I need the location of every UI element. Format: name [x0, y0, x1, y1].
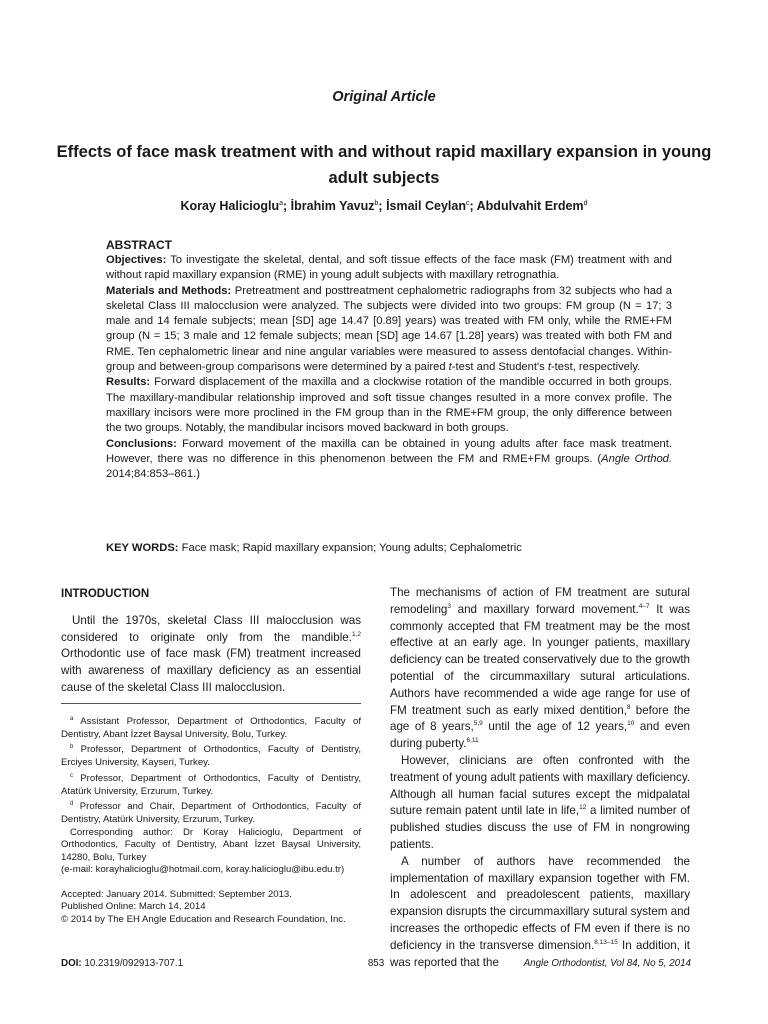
reference-mark: 3: [447, 602, 451, 610]
introduction-heading: INTRODUCTION: [61, 588, 150, 600]
methods-label: Materials and Methods:: [106, 284, 232, 297]
published-date: Published Online: March 14, 2014: [61, 901, 206, 913]
reference-mark: 8: [626, 703, 631, 711]
introduction-paragraph: [61, 613, 361, 697]
paragraph-text: before the age of 8 years,: [390, 703, 690, 734]
paragraph-text: and maxillary forward movement.: [450, 602, 639, 616]
article-type: Original Article: [332, 89, 436, 105]
reference-mark: 12: [579, 804, 587, 812]
body-paragraph: [390, 585, 690, 753]
methods-text: Pretreatment and posttreatment cephalometric radiographs from 32 subjects who had a skeletal Class III malocclusion were analyzed. The subjects were divided into two groups: FM group (N = 17; 3 male and 14 female subjects; mean [SD] age 14.47 [0.89] years) was treated with FM only, while the RME+FM group (N = 15; 3 male and 12 female subjects; mean [SD] age 14.67 [1.28] years) was treated with both FM and RME. Ten cephalometric linear and nine angular variables were measured to assess dentofacial changes. Within-group and between-group comparisons were determined by a paired: [106, 284, 672, 374]
publication-dates: [61, 889, 361, 926]
author-name: İbrahim Yavuz: [290, 199, 375, 213]
footnote-mark: c: [70, 772, 73, 779]
body-paragraph: [390, 854, 690, 972]
paragraph-text: a limited number of published studies discuss the use of FM in nongrowing patients.: [390, 804, 690, 851]
abstract-objectives: [106, 253, 672, 284]
footnotes: [61, 713, 361, 877]
author-list: Koray Halicioglu$^a$; İbrahim Yavuz$^b$; İsmail Ceylan$^c$; Abdulvahit Erdem$^d$: [180, 199, 588, 213]
footnote: [61, 770, 361, 798]
left-column: [61, 586, 361, 697]
citation-journal: Angle Orthod.: [601, 452, 672, 465]
conclusions-label: Conclusions:: [106, 437, 177, 450]
paragraph-text: until the age of 12 years,: [482, 720, 628, 734]
paragraph-text: and even during puberty.: [390, 720, 690, 751]
methods-t-italic: t: [448, 361, 452, 374]
corresponding-email: (e-mail: korayhalicioglu@hotmail.com, koray.halicioglu@ibu.edu.tr): [61, 864, 345, 876]
footnote-text: Assistant Professor, Department of Orthodontics, Faculty of Dentistry, Abant İzzet Baysal University, Bolu, Turkey.: [61, 716, 361, 740]
objectives-label: Objectives:: [106, 254, 167, 266]
author-name: Abdulvahit Erdem: [476, 199, 584, 213]
keywords: [106, 542, 672, 554]
citation-details: 2014;84:853–861.): [106, 468, 200, 481]
footnote: [61, 741, 361, 769]
footnote-text: Professor, Department of Orthodontics, Faculty of Dentistry, Atatürk University, Erzurum, Turkey.: [61, 772, 361, 797]
conclusions-text: Forward movement of the maxilla can be obtained in young adults after face mask treatment. However, there was no difference in this phenomenon between the FM and RME+FM groups. (: [106, 437, 672, 465]
article-title: Effects of face mask treatment with and without rapid maxillary expansion in young adult subjects: [56, 143, 712, 187]
reference-mark: 5,9: [473, 720, 483, 728]
footnote-divider: [61, 703, 361, 704]
methods-t-italic: t: [547, 361, 551, 374]
results-label: Results:: [106, 376, 151, 389]
footnote-text: Professor and Chair, Department of Orthodontics, Faculty of Dentistry, Atatürk University, Erzurum, Turkey.: [61, 801, 361, 825]
abstract-heading: ABSTRACT: [106, 238, 172, 252]
results-text: Forward displacement of the maxilla and a clockwise rotation of the mandible occurred in both groups. The maxillary-mandibular relationship improved and soft tissue changes resulted in a more convex profile. The maxillary incisors were more proclined in the FM group than in the RME+FM group, the only difference between the two groups. Notably, the mandibular incisors moved backward in both groups.: [106, 376, 672, 435]
journal-info: Angle Orthodontist, Vol 84, No 5, 2014: [523, 958, 691, 969]
abstract-methods: [106, 284, 672, 376]
author-affiliation-mark: c: [465, 199, 470, 207]
reference-mark: 8,13–15: [594, 938, 618, 946]
methods-text: -test and Student's: [451, 361, 548, 374]
paragraph-text: Until the 1970s, skeletal Class III malocclusion was considered to originate only from the mandible.: [61, 613, 361, 644]
accepted-date: Accepted: January 2014. Submitted: September 2013.: [61, 889, 292, 900]
author-name: Koray Halicioglu: [180, 199, 280, 213]
footnote-mark: a: [70, 716, 74, 722]
footnote-text: Professor, Department of Orthodontics, Faculty of Dentistry, Erciyes University, Kayseri, Turkey.: [61, 744, 361, 769]
page-footer: [61, 958, 691, 972]
author-name: İsmail Ceylan: [386, 199, 466, 213]
body-paragraph: [390, 753, 690, 854]
objectives-text: To investigate the skeletal, dental, and soft tissue effects of the face mask (FM) treatment with and without rapid maxillary expansion (RME) in young adult subjects with maxillary retrognathia.: [106, 254, 672, 282]
paragraph-text: A number of authors have recommended the implementation of maxillary expansion together with FM. In adolescent and preadolescent patients, maxillary expansion disrupts the circummaxillary sutural system and increases the orthopedic effects of FM even if there is no deficiency in the transverse dimension.: [390, 854, 690, 952]
keywords-text: Face mask; Rapid maxillary expansion; Young adults; Cephalometric: [178, 542, 522, 554]
reference-mark: 4–7: [638, 602, 650, 610]
footnote-mark: d: [70, 801, 74, 808]
page-number: 853: [367, 958, 385, 969]
doi-label: DOI:: [61, 958, 82, 969]
right-column: [390, 585, 690, 971]
reference-mark: 6,11: [466, 737, 479, 745]
abstract-results: [106, 375, 672, 436]
doi-link[interactable]: 10.2319/092913-707.1: [81, 958, 184, 969]
footnote-mark: b: [70, 744, 74, 751]
abstract-section: [106, 238, 672, 482]
paragraph-text: Orthodontic use of face mask (FM) treatment increased with awareness of maxillary deficiency as an essential cause of the skeletal Class III malocclusion.: [61, 647, 361, 694]
methods-text: -test, respectively.: [550, 361, 641, 374]
paragraph-text: In addition, it was reported that the: [390, 938, 690, 969]
footnote: [61, 713, 361, 741]
abstract-conclusions: [106, 437, 672, 483]
author-affiliation-mark: d: [583, 199, 588, 207]
keywords-label: KEY WORDS:: [106, 542, 179, 554]
author-affiliation-mark: b: [374, 199, 379, 207]
author-affiliation-mark: a: [279, 199, 284, 207]
copyright-notice: © 2014 by The EH Angle Education and Research Foundation, Inc.: [61, 913, 346, 925]
paragraph-text: The mechanisms of action of FM treatment are sutural remodeling: [390, 586, 690, 616]
reference-mark: 10: [627, 720, 635, 728]
paragraph-text: It was commonly accepted that FM treatment may be the most effective at an early age. In younger patients, maxillary deficiency can be treated conservatively due to the growth potential of the circummaxillary sutural articulations. Authors have recommended a wide age range for use of FM treatment such as early mixed dentition,: [390, 602, 690, 717]
footnote: [61, 798, 361, 826]
paragraph-text: However, clinicians are often confronted with the treatment of young adult patients with maxillary deficiency. Although all human facial sutures except the midpalatal suture remain patent until late in life,: [390, 753, 690, 818]
corresponding-author: Corresponding author: Dr Koray Halicioglu, Department of Orthodontics, Faculty of Dentistry, Abant İzzet Baysal University, 14280, Bolu, Turkey: [61, 826, 361, 863]
reference-mark: 1,2: [351, 630, 361, 638]
